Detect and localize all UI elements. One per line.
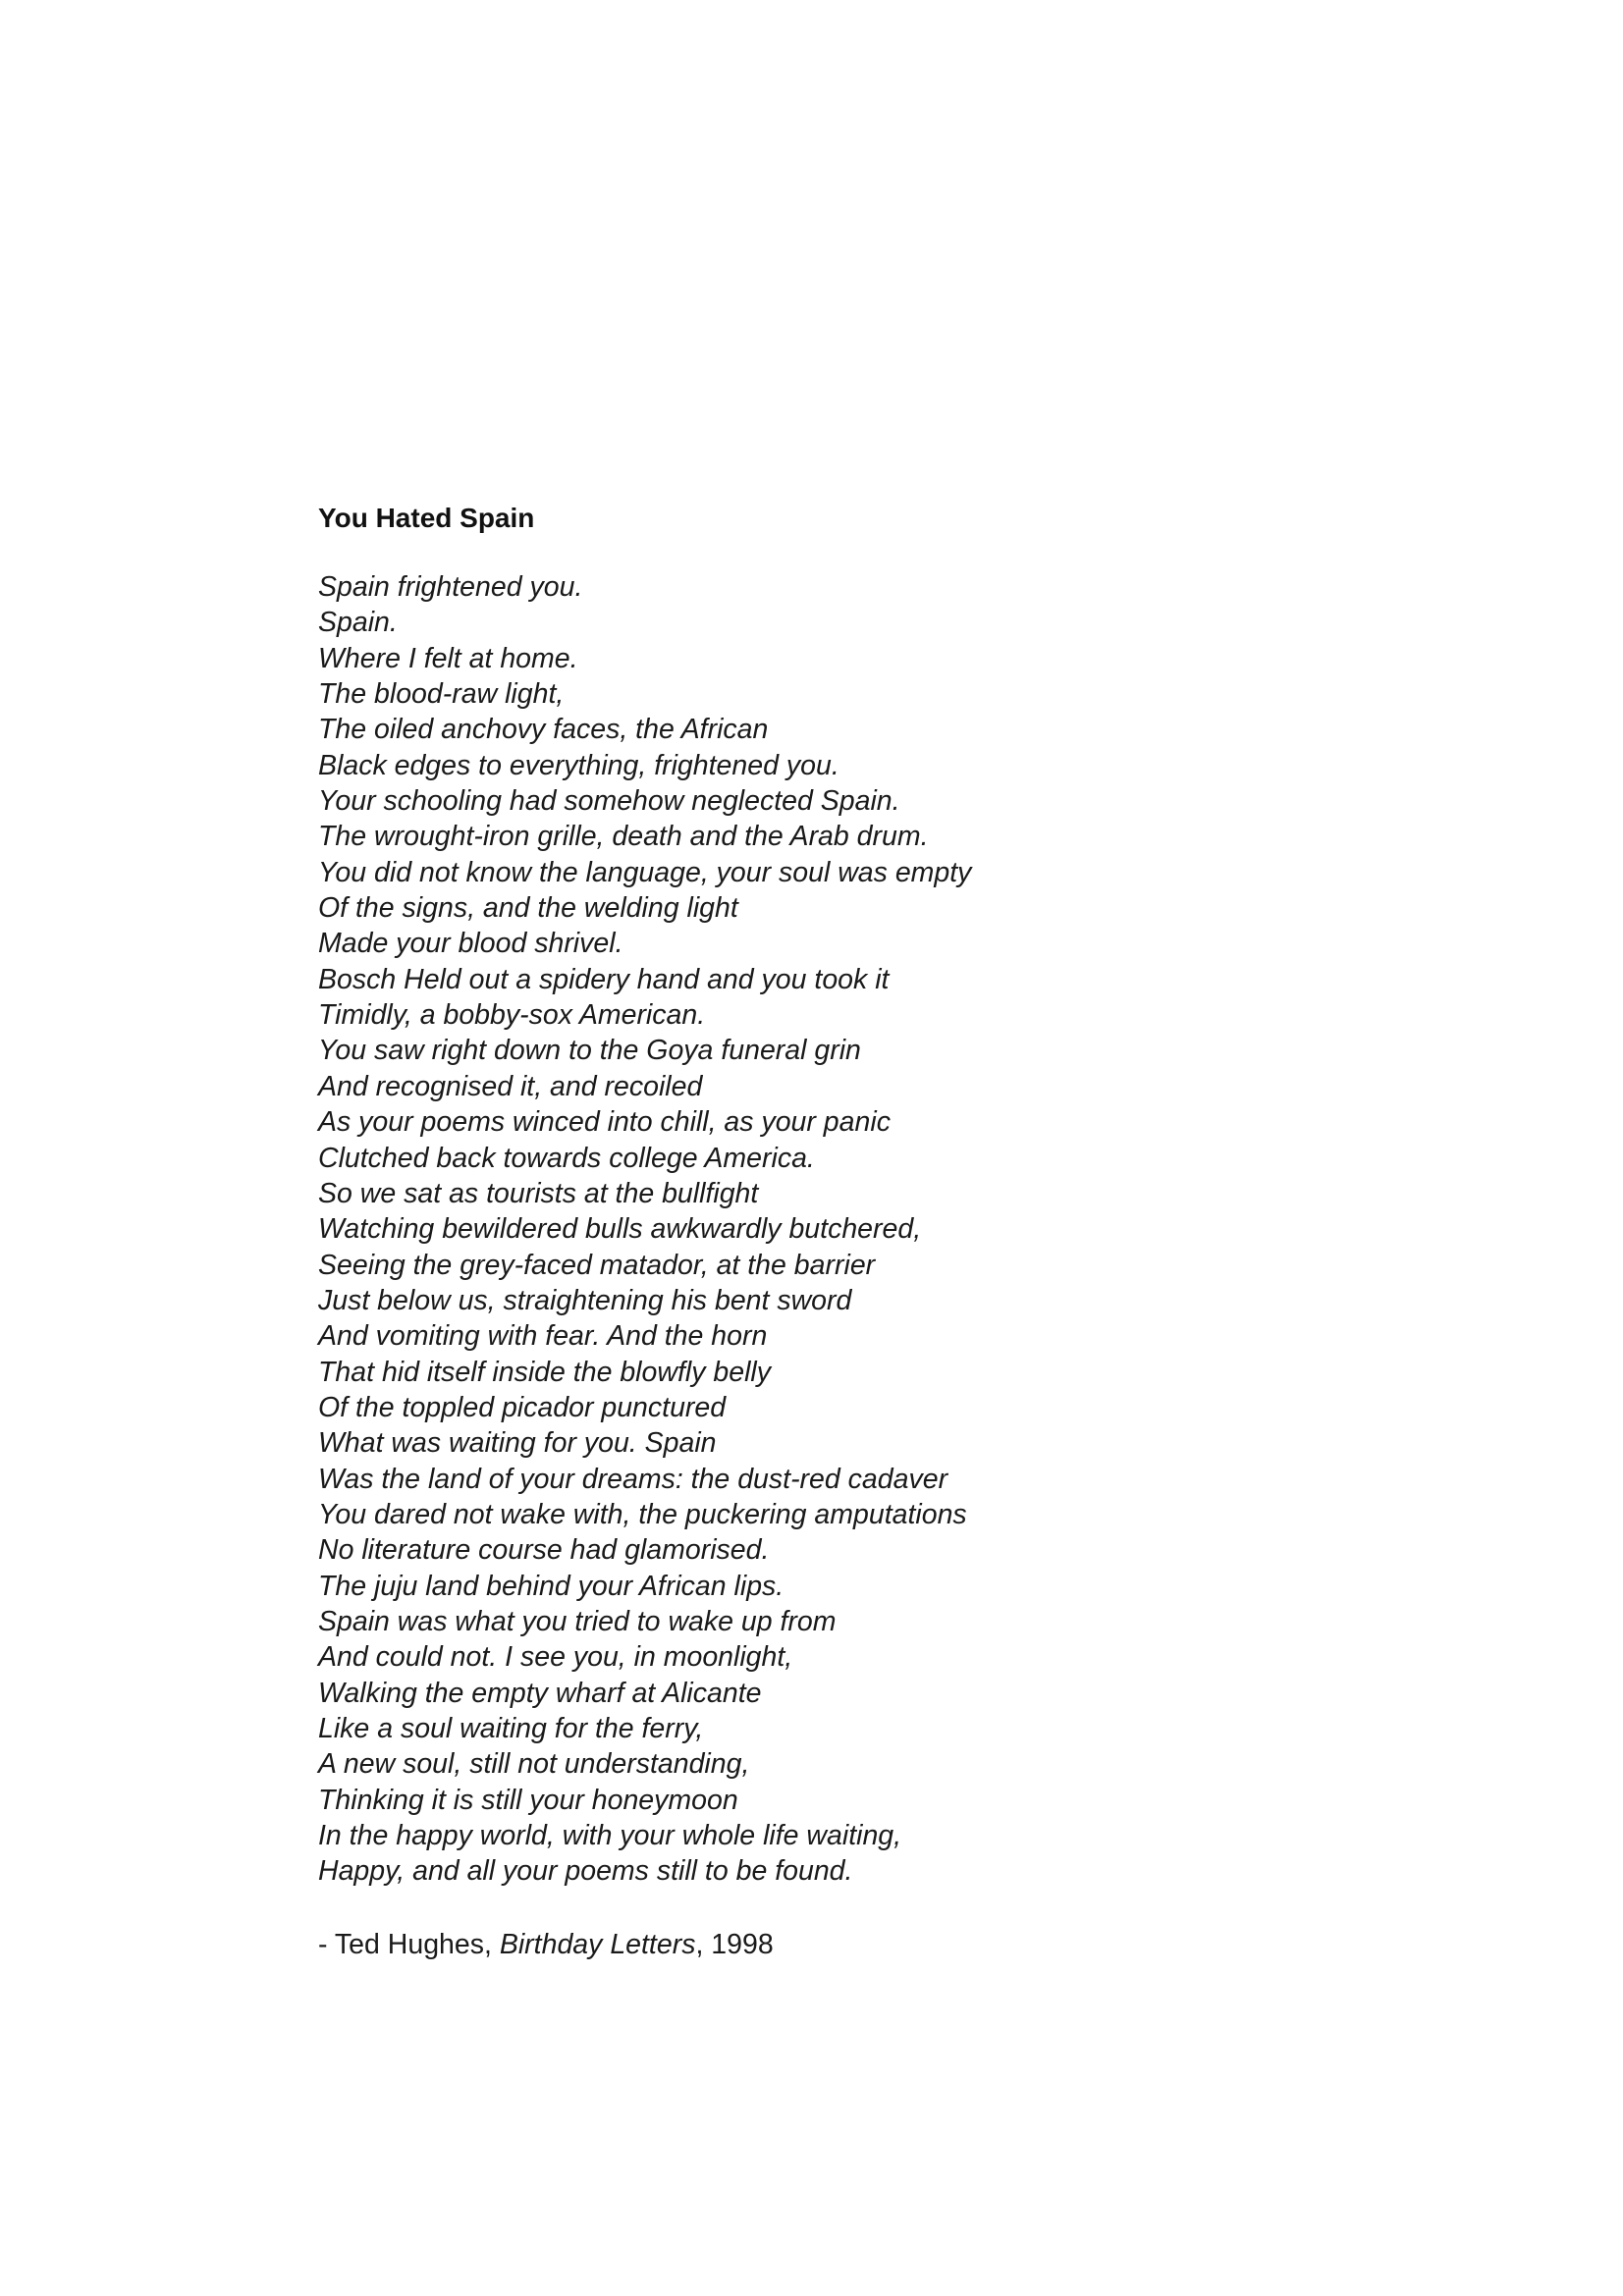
poem-line: Timidly, a bobby-sox American. — [318, 999, 706, 1032]
attribution-author: - Ted Hughes, — [318, 1928, 500, 1960]
poem-line: Just below us, straightening his bent sword — [318, 1284, 852, 1316]
poem-line: Walking the empty wharf at Alicante — [318, 1677, 762, 1709]
poem-line: Spain was what you tried to wake up from — [318, 1605, 837, 1637]
attribution-year: , 1998 — [695, 1928, 774, 1960]
poem-page — [318, 499, 1398, 1964]
poem-line: And recognised it, and recoiled — [318, 1070, 703, 1102]
poem-line: You saw right down to the Goya funeral grin — [318, 1035, 861, 1067]
poem-line: A new soul, still not understanding, — [318, 1748, 750, 1781]
poem-line: Thinking it is still your honeymoon — [318, 1784, 738, 1816]
poem-line: Seeing the grey-faced matador, at the barrier — [318, 1249, 876, 1281]
poem-line: Your schooling had somehow neglected Spain. — [318, 785, 900, 818]
poem-line: You dared not wake with, the puckering amputations — [318, 1498, 967, 1530]
poem-line: And vomiting with fear. And the horn — [318, 1320, 768, 1353]
poem-line: Bosch Held out a spidery hand and you took it — [318, 963, 890, 995]
poem-line: Happy, and all your poems still to be found. — [318, 1855, 853, 1888]
poem-line: The oiled anchovy faces, the African — [318, 714, 769, 746]
poem-title: You Hated Spain — [318, 503, 535, 533]
poem-line: Watching bewildered bulls awkwardly butchered, — [318, 1213, 922, 1246]
poem-line: Was the land of your dreams: the dust-red cadaver — [318, 1463, 948, 1495]
poem-line: And could not. I see you, in moonlight, — [318, 1641, 793, 1674]
poem-line: You did not know the language, your soul was empty — [318, 856, 972, 888]
poem-body — [318, 569, 1398, 1890]
attribution — [318, 1925, 1398, 1964]
poem-line: Where I felt at home. — [318, 642, 578, 674]
poem-line: Spain. — [318, 607, 398, 639]
poem-line: Spain frightened you. — [318, 571, 583, 603]
poem-line: No literature course had glamorised. — [318, 1534, 770, 1567]
poem-line: The juju land behind your African lips. — [318, 1570, 784, 1602]
poem-line: Black edges to everything, frightened you. — [318, 749, 839, 781]
poem-line: Made your blood shrivel. — [318, 928, 623, 960]
poem-line: The wrought-iron grille, death and the Arab drum. — [318, 821, 929, 853]
poem-line: Of the signs, and the welding light — [318, 892, 738, 925]
poem-line: As your poems winced into chill, as your panic — [318, 1106, 891, 1139]
poem-line: The blood-raw light, — [318, 678, 565, 711]
poem-line: Like a soul waiting for the ferry, — [318, 1713, 704, 1744]
poem-line: What was waiting for you. Spain — [318, 1427, 717, 1460]
poem-line: That hid itself inside the blowfly belly — [318, 1356, 771, 1388]
poem-line: Clutched back towards college America. — [318, 1142, 815, 1174]
poem-line: So we sat as tourists at the bullfight — [318, 1177, 759, 1209]
poem-line: Of the toppled picador punctured — [318, 1391, 727, 1423]
attribution-book: Birthday Letters — [499, 1928, 696, 1960]
poem-line: In the happy world, with your whole life waiting, — [318, 1820, 902, 1852]
